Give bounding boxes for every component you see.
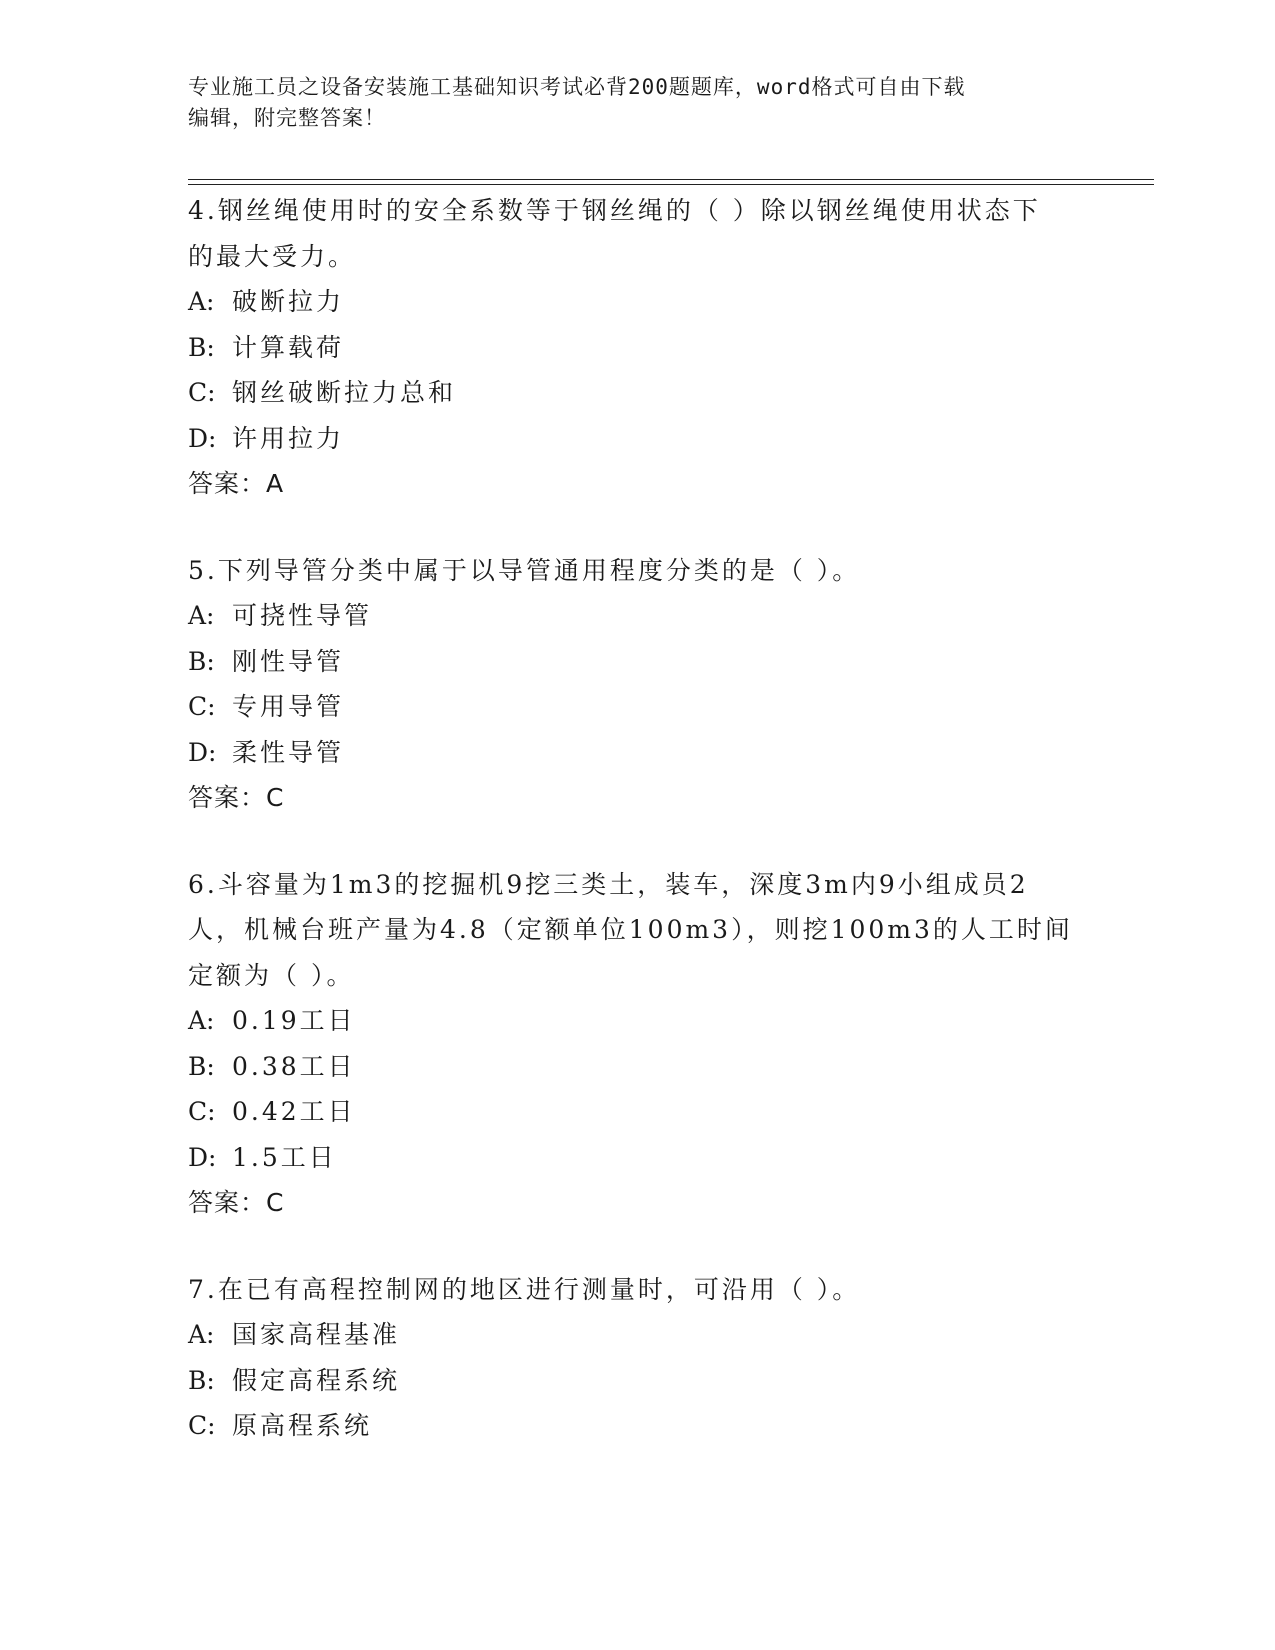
- option-b: [188, 325, 1088, 371]
- option-key: D:: [188, 737, 217, 767]
- question-stem: 定额为（ ）。: [188, 960, 355, 990]
- option-text: 专用导管: [232, 692, 345, 721]
- option-text: 原高程系统: [232, 1411, 373, 1440]
- question-list: [188, 188, 1088, 1449]
- question-7: [188, 1267, 1088, 1449]
- question-4: [188, 188, 1088, 507]
- option-key: C:: [188, 1097, 216, 1126]
- option-key: B:: [188, 332, 215, 362]
- question-stem: 4.钢丝绳使用时的安全系数等于钢丝绳的（ ）除以钢丝绳使用状态下: [188, 196, 1041, 225]
- option-key: C:: [188, 378, 216, 407]
- question-stem: 6.斗容量为1m3的挖掘机9挖三类土，装车，深度3m内9小组成员2: [188, 869, 1029, 899]
- option-text: 0.42工日: [232, 1097, 356, 1126]
- header-line: 专业施工员之设备安装施工基础知识考试必背200题题库，word格式可自由下载: [188, 75, 966, 99]
- question-stem: 的最大受力。: [188, 241, 357, 271]
- header-divider: [188, 179, 1154, 180]
- answer-line: 答案：C: [188, 783, 285, 812]
- header-divider: [188, 184, 1154, 185]
- option-b: [188, 1044, 1088, 1090]
- question-stem: 人，机械台班产量为4.8（定额单位100m3），则挖100m3的人工时间: [188, 915, 1073, 944]
- option-text: 假定高程系统: [232, 1365, 401, 1395]
- question-stem: 5.下列导管分类中属于以导管通用程度分类的是（ ）。: [188, 555, 861, 585]
- option-d: [188, 730, 1088, 776]
- header-line: 编辑，附完整答案！: [188, 106, 386, 130]
- option-key: A:: [188, 287, 215, 316]
- option-text: 破断拉力: [232, 287, 345, 316]
- option-a: [188, 593, 1088, 639]
- answer-line: 答案：A: [188, 469, 285, 498]
- option-text: 柔性导管: [232, 737, 345, 767]
- option-key: A:: [188, 1006, 215, 1035]
- option-text: 0.38工日: [232, 1051, 356, 1081]
- option-text: 国家高程基准: [232, 1320, 401, 1349]
- option-b: [188, 1358, 1088, 1404]
- option-key: D:: [188, 1142, 217, 1172]
- option-text: 可挠性导管: [232, 601, 373, 630]
- option-d: [188, 1135, 1088, 1181]
- option-c: [188, 1089, 1088, 1135]
- option-text: 许用拉力: [232, 423, 345, 453]
- option-key: D:: [188, 423, 217, 453]
- option-c: [188, 684, 1088, 730]
- question-6: [188, 862, 1088, 1226]
- option-c: [188, 1403, 1088, 1449]
- option-key: C:: [188, 1411, 216, 1440]
- option-key: A:: [188, 601, 215, 630]
- document-header: [188, 72, 1068, 134]
- option-key: A:: [188, 1320, 215, 1349]
- option-text: 刚性导管: [232, 646, 345, 676]
- option-key: B:: [188, 646, 215, 676]
- option-a: [188, 279, 1088, 325]
- option-text: 0.19工日: [232, 1006, 356, 1035]
- option-a: [188, 998, 1088, 1044]
- option-a: [188, 1312, 1088, 1358]
- option-key: C:: [188, 692, 216, 721]
- option-key: B:: [188, 1365, 215, 1395]
- question-5: [188, 548, 1088, 821]
- option-text: 钢丝破断拉力总和: [232, 378, 457, 407]
- option-d: [188, 416, 1088, 462]
- option-text: 计算载荷: [232, 332, 345, 362]
- option-c: [188, 370, 1088, 416]
- answer-line: 答案：C: [188, 1188, 285, 1217]
- option-text: 1.5工日: [232, 1142, 337, 1172]
- option-key: B:: [188, 1051, 215, 1081]
- option-b: [188, 639, 1088, 685]
- question-stem: 7.在已有高程控制网的地区进行测量时，可沿用（ ）。: [188, 1274, 861, 1304]
